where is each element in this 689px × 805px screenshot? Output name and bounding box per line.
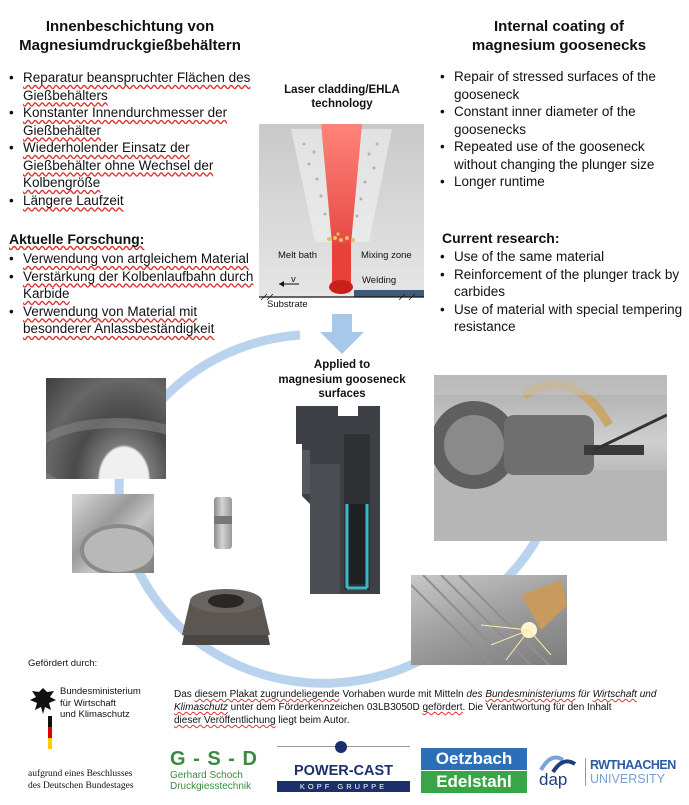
bmwk-logo xyxy=(28,686,168,752)
right-research-bullet: • Reinforcement of the plunger track by carbides xyxy=(440,266,685,301)
right-bullet: • Constant inner diameter of the goosenecks xyxy=(440,103,685,138)
process-title-line2: technology xyxy=(311,98,373,110)
left-bullet: • Längere Laufzeit xyxy=(9,192,257,210)
left-bullet-list xyxy=(9,69,257,209)
funding-label: Gefördert durch: xyxy=(28,658,98,669)
label-v: v xyxy=(291,274,296,285)
left-research-bullet: • Verstärkung der Kolbenlaufbahn durch Karbide xyxy=(9,268,257,303)
left-bullet: • Konstanter Innendurchmesser der Gießbehälter xyxy=(9,104,257,139)
photo-cladding-sparks xyxy=(411,575,567,665)
right-bullet-list xyxy=(440,68,685,191)
right-bullet: • Longer runtime xyxy=(440,173,685,191)
left-research-list xyxy=(9,250,257,338)
right-research-bullet: • Use of the same material xyxy=(440,248,685,266)
left-research-bullet: • Verwendung von Material mit besonderer Anlassbeständigkeit xyxy=(9,303,257,338)
laser-cladding-diagram xyxy=(259,124,424,311)
applied-line3: surfaces xyxy=(318,388,366,400)
right-title-line2: magnesium goosenecks xyxy=(471,37,647,54)
right-title-line1: Internal coating of xyxy=(493,18,624,35)
powercast-emblem-icon xyxy=(335,741,347,753)
oetzbach-logo xyxy=(421,744,527,794)
gooseneck-cross-section xyxy=(288,404,383,600)
right-title xyxy=(428,17,689,55)
oetzbach-line2: Edelstahl xyxy=(421,771,527,793)
gsd-logo xyxy=(170,748,262,792)
gsd-main: G - S - D xyxy=(170,748,258,770)
funding-statement: Das diesem Plakat zugrundeliegende Vorhaben wurde mit Mitteln des Bundesministeriums für Wirtschaft und Klimaschutz unter dem Förderkennzeichen 03LB3050D gefördert. Die Verantwortung für den Inhalt dieser Veröffentlichung liegt beim Autor. xyxy=(174,689,657,726)
left-title-line2: Magnesiumdruckgießbehältern xyxy=(19,37,241,54)
powercast-main: POWER-CAST xyxy=(293,763,394,779)
gsd-sub1: Gerhard Schoch xyxy=(170,770,243,781)
applied-title xyxy=(262,358,422,402)
label-substrate: Substrate xyxy=(267,299,308,310)
dap-text: dap xyxy=(539,770,568,789)
ministry-line2: für Wirtschaft xyxy=(60,697,116,709)
applied-line2: magnesium gooseneck xyxy=(278,373,406,386)
process-title xyxy=(262,83,422,111)
ministry-line1: Bundesministerium xyxy=(60,686,141,697)
oetzbach-line1: Oetzbach xyxy=(421,748,527,770)
photo-plunger-sample xyxy=(208,494,238,552)
left-title-line1: Innenbeschichtung von xyxy=(45,18,215,35)
rwth-line1: RWTHAACHEN xyxy=(590,758,676,772)
bundestag-basis xyxy=(28,768,134,792)
left-title xyxy=(0,17,260,55)
dap-logo xyxy=(537,752,579,792)
eagle-icon xyxy=(28,686,58,750)
photo-coated-bore xyxy=(72,494,154,573)
label-melt-bath: Melt bath xyxy=(278,250,318,261)
basis-line2: des Deutschen Bundestages xyxy=(28,781,134,791)
right-bullet: • Repeated use of the gooseneck without changing the plunger size xyxy=(440,138,685,173)
powercast-logo xyxy=(277,746,410,795)
right-research-heading: Current research: xyxy=(442,230,560,246)
photo-gooseneck-part xyxy=(178,583,274,649)
gsd-sub2: Druckgiesstechnik xyxy=(170,781,252,792)
label-mixing-zone: Mixing zone xyxy=(361,250,412,261)
applied-line1: Applied to xyxy=(313,359,371,371)
right-research-list xyxy=(440,248,685,336)
label-welding: Welding xyxy=(362,275,397,286)
left-research-bullet: • Verwendung von artgleichem Material xyxy=(9,250,257,268)
left-bullet: • Reparatur beanspruchter Flächen des Gießbehälters xyxy=(9,69,257,104)
photo-worn-surface xyxy=(46,378,166,479)
right-research-bullet: • Use of material with special tempering resistance xyxy=(440,301,685,336)
basis-line1: aufgrund eines Beschlusses xyxy=(28,769,133,779)
right-bullet: • Repair of stressed surfaces of the gooseneck xyxy=(440,68,685,103)
process-title-line1: Laser cladding/EHLA xyxy=(284,84,400,96)
rwth-logo xyxy=(585,758,689,786)
down-arrow-icon xyxy=(318,314,366,356)
left-research-heading: Aktuelle Forschung: xyxy=(9,231,145,247)
laser-diagram-graphic xyxy=(259,124,424,311)
ministry-line3: und Klimaschutz xyxy=(60,709,130,720)
rwth-line2: UNIVERSITY xyxy=(590,772,666,786)
powercast-sub: KOPF GRUPPE xyxy=(277,781,410,792)
left-bullet: • Wiederholender Einsatz der Gießbehälter ohne Wechsel der Kolbengröße xyxy=(9,139,257,192)
photo-cladding-machine xyxy=(434,375,667,541)
